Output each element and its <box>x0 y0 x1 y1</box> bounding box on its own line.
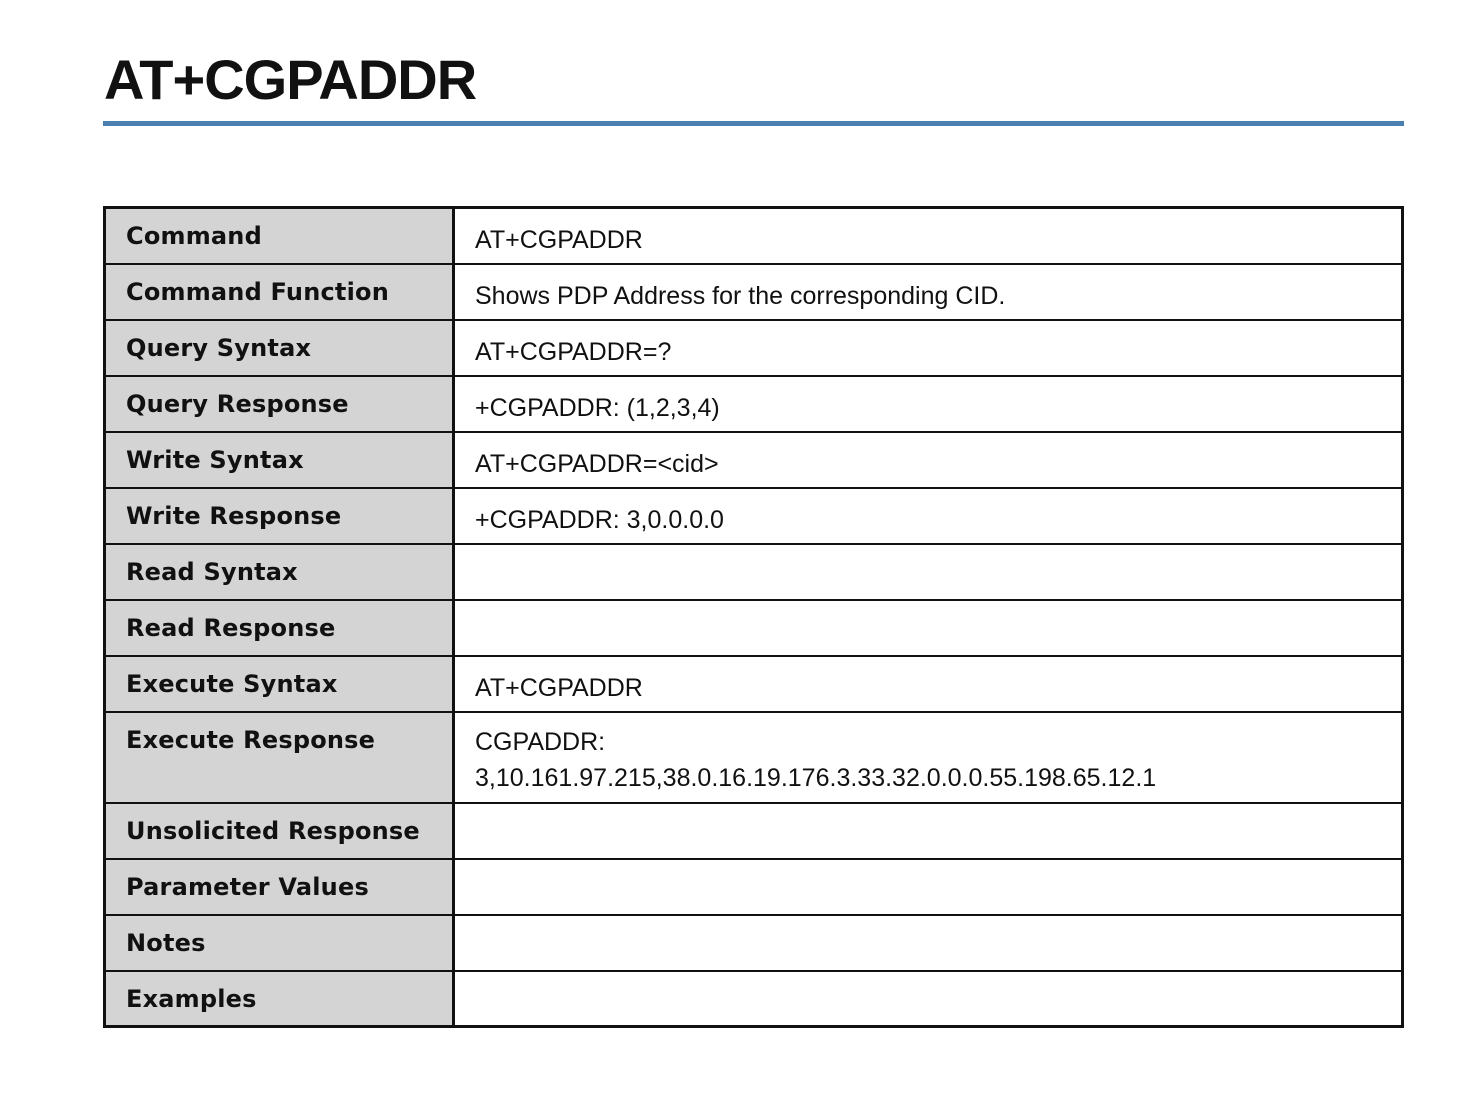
table-row <box>105 376 1403 432</box>
table-row <box>105 712 1403 803</box>
table-row <box>105 320 1403 376</box>
row-label: Read Response <box>105 600 454 656</box>
table-row <box>105 264 1403 320</box>
table-row <box>105 971 1403 1027</box>
row-label: Read Syntax <box>105 544 454 600</box>
row-label: Execute Response <box>105 712 454 803</box>
row-label: Command Function <box>105 264 454 320</box>
row-label: Query Syntax <box>105 320 454 376</box>
row-label: Write Response <box>105 488 454 544</box>
row-label: Query Response <box>105 376 454 432</box>
row-value: Shows PDP Address for the corresponding CID. <box>454 264 1403 320</box>
row-value: AT+CGPADDR=? <box>454 320 1403 376</box>
row-value <box>454 712 1403 803</box>
value-line: CGPADDR: <box>475 727 606 756</box>
row-value: AT+CGPADDR <box>454 656 1403 712</box>
row-value <box>454 544 1403 600</box>
row-value: +CGPADDR: 3,0.0.0.0 <box>454 488 1403 544</box>
table-row <box>105 803 1403 859</box>
value-line: 3,10.161.97.215,38.0.16.19.176.3.33.32.0.0.0.55.198.65.12.1 <box>475 763 1157 792</box>
table-row <box>105 656 1403 712</box>
table-row <box>105 544 1403 600</box>
row-value <box>454 915 1403 971</box>
table-row <box>105 915 1403 971</box>
row-value <box>454 803 1403 859</box>
row-label: Execute Syntax <box>105 656 454 712</box>
row-label: Parameter Values <box>105 859 454 915</box>
row-value <box>454 971 1403 1027</box>
table-row <box>105 432 1403 488</box>
row-value: +CGPADDR: (1,2,3,4) <box>454 376 1403 432</box>
command-table <box>103 206 1404 1028</box>
row-value <box>454 600 1403 656</box>
table-row <box>105 488 1403 544</box>
row-label: Notes <box>105 915 454 971</box>
row-label: Examples <box>105 971 454 1027</box>
row-value <box>454 859 1403 915</box>
row-value: AT+CGPADDR=<cid> <box>454 432 1403 488</box>
table-row <box>105 859 1403 915</box>
table-row <box>105 600 1403 656</box>
table-row <box>105 208 1403 264</box>
row-value: AT+CGPADDR <box>454 208 1403 264</box>
title-divider <box>103 121 1404 126</box>
row-label: Command <box>105 208 454 264</box>
row-label: Write Syntax <box>105 432 454 488</box>
row-label: Unsolicited Response <box>105 803 454 859</box>
page-title: AT+CGPADDR <box>104 48 477 111</box>
